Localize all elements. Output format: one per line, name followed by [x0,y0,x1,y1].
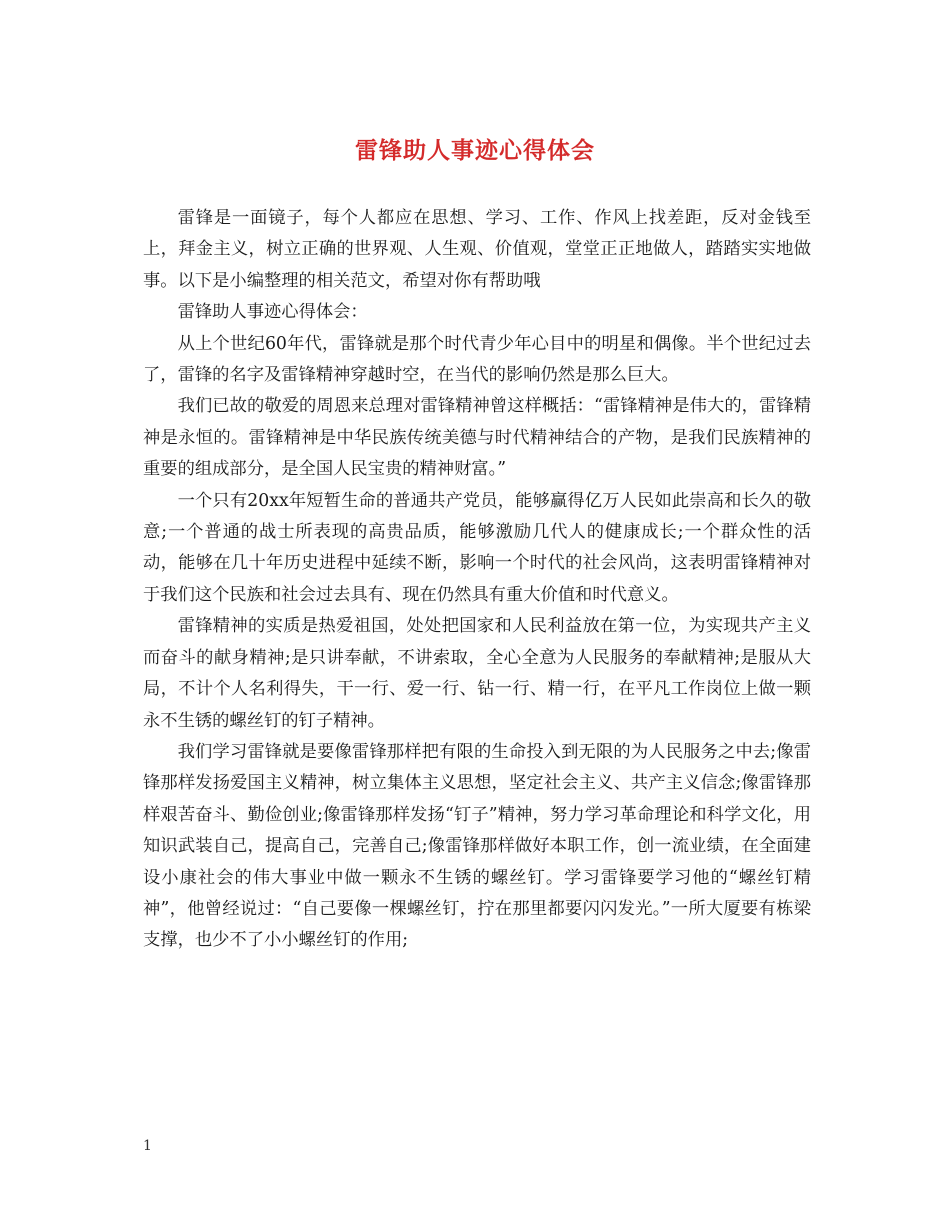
paragraph-heading: 雷锋助人事迹心得体会： [177,302,368,323]
paragraph-learning: 我们学习雷锋就是要像雷锋那样把有限的生命投入到无限的为人民服务之中去;像雷锋那样发扬爱国主义精神，树立集体主义思想，坚定社会主义、共产主义信念;像雷锋那样艰苦奋斗、勤俭创业;像雷锋那样发扬“钉子”精神，努力学习革命理论和科学文化，用知识武装自己，提高自己，完善自己;像雷锋那样做好本职工作，创一流业绩，在全面建设小康社会的伟大事业中做一颗永不生锈的螺丝钉。学习雷锋要学习他的“螺丝钉精神”，他曾经说过：“自己要像一棵螺丝钉，拧在那里都要闪闪发光。”一所大厦要有栋梁支撑，也少不了小小螺丝钉的作用; [143,741,811,951]
page-number: 1 [143,1138,152,1154]
paragraph-1960s: 从上个世纪60年代，雷锋就是那个时代青少年心目中的明星和偶像。半个世纪过去了，雷锋的名字及雷锋精神穿越时空，在当代的影响仍然是那么巨大。 [143,333,811,386]
document-body [143,203,811,957]
document-title: 雷锋助人事迹心得体会 [355,137,595,164]
paragraph-essence: 雷锋精神的实质是热爱祖国，处处把国家和人民利益放在第一位，为实现共产主义而奋斗的献身精神;是只讲奉献，不讲索取，全心全意为人民服务的奉献精神;是服从大局，不计个人名利得失，干一行、爱一行、钻一行、精一行，在平凡工作岗位上做一颗永不生锈的螺丝钉的钉子精神。 [143,616,811,731]
paragraph-significance: 一个只有20xx年短暂生命的普通共产党员，能够赢得亿万人民如此崇高和长久的敬意;一个普通的战士所表现的高贵品质，能够激励几代人的健康成长;一个群众性的活动，能够在几十年历史进程中延续不断，影响一个时代的社会风尚，这表明雷锋精神对于我们这个民族和社会过去具有、现在仍然具有重大价值和时代意义。 [143,490,811,605]
paragraph-zhou-enlai-quote: 我们已故的敬爱的周恩来总理对雷锋精神曾这样概括：“雷锋精神是伟大的，雷锋精神是永恒的。雷锋精神是中华民族传统美德与时代精神结合的产物，是我们民族精神的重要的组成部分，是全国人民宝贵的精神财富。” [143,396,811,480]
paragraph-intro: 雷锋是一面镜子，每个人都应在思想、学习、工作、作风上找差距，反对金钱至上，拜金主义，树立正确的世界观、人生观、价值观，堂堂正正地做人，踏踏实实地做事。以下是小编整理的相关范文，希望对你有帮助哦 [143,208,811,291]
